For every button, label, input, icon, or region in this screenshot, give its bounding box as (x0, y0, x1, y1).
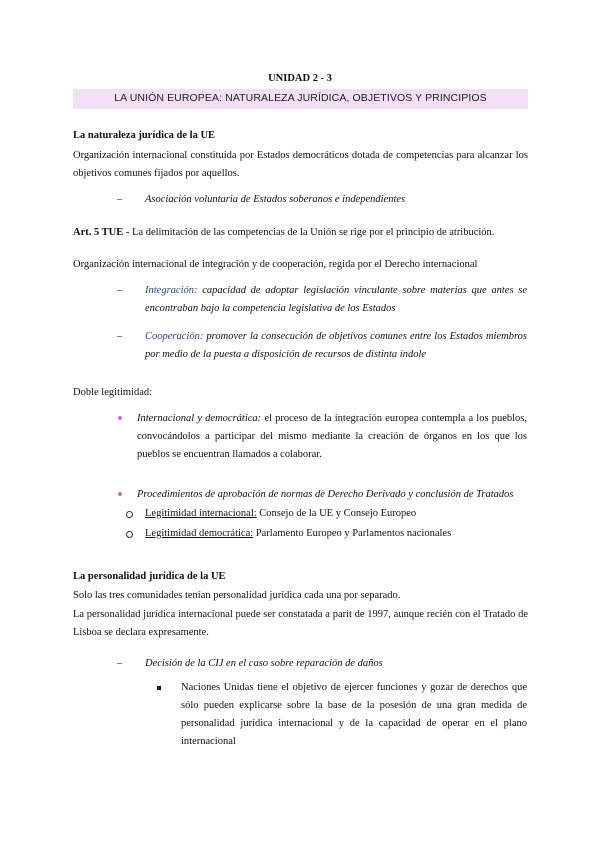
paragraph-lisboa: La personalidad jurídica internacional puede ser constatada a parit de 1997, aunque recién con el Tratado de Lisboa se declara expresamente. (73, 609, 528, 638)
circle-bullet-icon (126, 531, 133, 538)
sub-item-democratica (145, 525, 525, 543)
dash-item-asociacion: Asociación voluntaria de Estados soberanos e independientes (145, 194, 406, 205)
dash-marker: – (117, 331, 123, 342)
paragraph-intro: Organización internacional constituida por Estados democráticos dotada de competencias para alcanzar los objetivos comunes fijados por aquellos. (73, 150, 528, 179)
section-heading-naturaleza: La naturaleza jurídica de la UE (73, 130, 216, 141)
dash-marker: – (117, 285, 123, 296)
sub1-label: Legitimidad internacional: (145, 508, 257, 519)
bullet-item-internacional (137, 410, 527, 464)
dash-item-integracion (145, 282, 527, 318)
dash-marker: – (117, 658, 123, 669)
sub2-text: Parlamento Europeo y Parlamentos nacionales (255, 528, 452, 539)
sub-item-internacional (145, 505, 525, 523)
bullet-icon (118, 416, 122, 420)
integracion-text: capacidad de adoptar legislación vinculante sobre materias que antes se encontraban bajo la competencia legislativa de los Estados (145, 285, 527, 314)
paragraph-doble-legitimidad: Doble legitimidad: (73, 387, 153, 398)
art-text: - La delimitación de las competencias de la Unión se rige por el principio de atribución. (125, 227, 495, 238)
integracion-label: Integración: (145, 285, 198, 296)
bullet-icon (118, 492, 122, 496)
bullet-item-procedimientos: Procedimientos de aprobación de normas de Derecho Derivado y conclusión de Tratados (137, 489, 514, 500)
dash-item-cooperacion (145, 328, 527, 364)
dash-item-cij: Decisión de la CIJ en el caso sobre reparación de daños (145, 658, 383, 669)
paragraph-comunidades: Solo las tres comunidades tenían personalidad jurídica cada una por separado. (73, 590, 401, 601)
bullet1-label: Internacional y democrática: (137, 413, 262, 424)
sub2-label: Legitimidad democrática: (145, 528, 254, 539)
paragraph-art5 (73, 224, 528, 242)
paragraph-organizacion: Organización internacional de integración y de cooperación, regida por el Derecho internacional (73, 259, 478, 270)
bullet1-text: el proceso de la integración europea contempla a los pueblos, convocándolos a participar del mismo mediante la creación de órganos en los que los pueblos se encuentran llamados a colaborar. (137, 413, 528, 460)
cooperacion-label: Cooperación: (145, 331, 204, 342)
art-label: Art. 5 TUE (73, 227, 124, 238)
square-bullet-icon (157, 686, 161, 690)
sub1-text: Consejo de la UE y Consejo Europeo (259, 508, 417, 519)
cooperacion-text: promover la consecución de objetivos comunes entre los Estados miembros por medio de la puesta a disposición de recursos de distinta índole (145, 331, 527, 360)
unit-title: UNIDAD 2 - 3 (268, 73, 332, 84)
document-subtitle: LA UNIÓN EUROPEA: NATURALEZA JURÍDICA, OBJETIVOS Y PRINCIPIOS (114, 92, 487, 104)
square-item-naciones-unidas: Naciones Unidas tiene el objetivo de ejercer funciones y gozar de derechos que sólo pueden explicarse sobre la base de la posesión de una gran medida de personalidad jurídica internacional y de la capacidad de operar en el plano internacional (181, 682, 527, 747)
dash-marker: – (117, 194, 123, 205)
circle-bullet-icon (126, 511, 133, 518)
section-heading-personalidad: La personalidad jurídica de la UE (73, 571, 226, 582)
